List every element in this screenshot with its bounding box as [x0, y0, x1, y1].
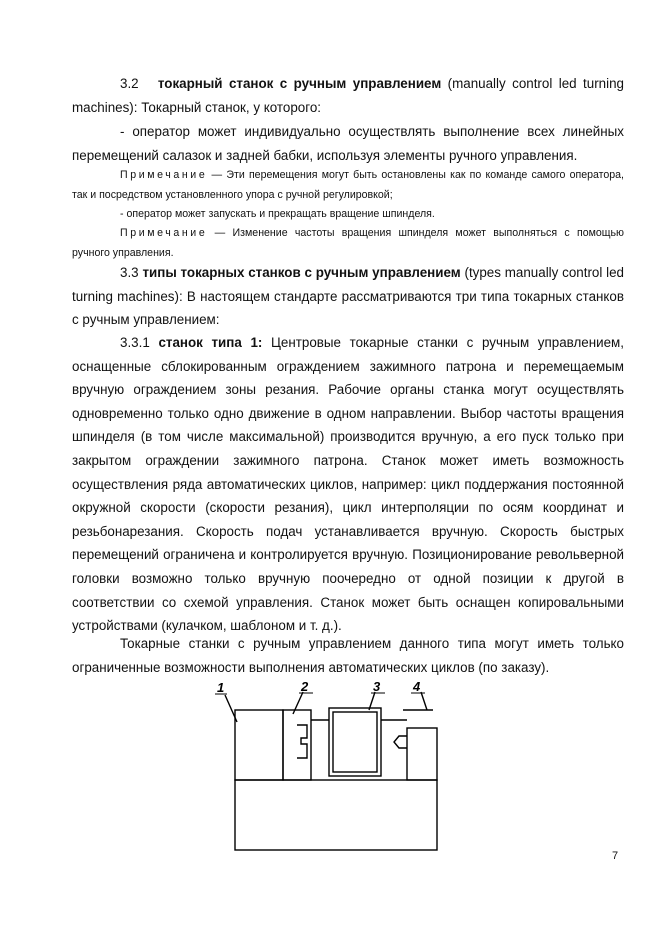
definition: Токарный станок, у которого:	[141, 99, 322, 115]
cutting-zone-guard	[329, 708, 381, 776]
headstock	[235, 710, 283, 780]
term: станок типа 1:	[158, 335, 263, 350]
closing-paragraph: Токарные станки с ручным управлением данного типа могут иметь только ограниченные возможности выполнения автоматических циклов (по заказу).	[72, 636, 624, 675]
section-number: 3.3.1	[120, 335, 150, 350]
list-item: - оператор может индивидуально осуществлять выполнение всех линейных перемещений салазок и задней бабки, используя элементы ручного управления.	[72, 124, 624, 163]
guard-window	[333, 712, 377, 772]
lathe-diagram	[205, 680, 445, 855]
section-number: 3.3	[120, 265, 139, 280]
definition: В настоящем стандарте рассматриваются три типа токарных станков с ручным управлением:	[72, 288, 624, 328]
note	[72, 223, 624, 263]
section-3-3-1	[72, 331, 624, 638]
term: токарный станок с ручным управлением	[157, 76, 442, 91]
page-number: 7	[612, 850, 619, 862]
tailstock	[407, 728, 437, 780]
definition: Центровые токарные станки с ручным управлением, оснащенные сблокированным ограждением зажимного патрона и перемещаемым вручную ограждением зоны резания. Рабочие органы станка могут осуществлять одновременно только одно движение в одном направлении. Выбор частоты вращения шпинделя (в том числе максимальной) производится вручную, а его пуск только при закрытом ограждении зажимного патрона. Станок может иметь возможность осуществления ряда автоматических циклов, например: цикл поддержания постоянной окружной скорости (скорости резания), цикл интерполяции по осям координат и резьбонарезания. Скорость подач устанавливается вручную. Скорость быстрых перемещений ограничена и контролируется вручную. Позиционирование револьверной головки возможно только вручную поочередно от одной позиции к другой в соответствии со схемой управления. Станок может быть оснащен копировальными устройствами (кулачком, шаблоном и т. д.).	[72, 335, 624, 634]
leader-line-4	[421, 692, 427, 710]
machine-bed	[235, 780, 437, 850]
figure-label: 4	[413, 680, 421, 694]
section-number: 3.2	[120, 76, 139, 91]
english-term: (manually control led turning machines):	[72, 76, 624, 115]
english-term: (types manually control led turning machines):	[72, 265, 624, 304]
note-text: — Изменение частоты вращения шпинделя может выполняться с помощью ручного управления.	[72, 227, 624, 259]
figure-label: 1	[217, 680, 225, 695]
figure-label: 3	[373, 680, 381, 694]
chuck	[297, 725, 307, 758]
list-item: - оператор может запускать и прекращать вращение шпинделя.	[120, 208, 435, 220]
note-text: — Эти перемещения могут быть остановлены как по команде самого оператора, так и посредством установленного упора с ручной регулировкой;	[72, 169, 624, 201]
note	[72, 165, 624, 205]
section-3-2	[72, 72, 624, 119]
note-label: Примечание	[120, 169, 208, 181]
tailstock-quill	[394, 736, 407, 748]
leader-line-3	[369, 692, 375, 710]
section-3-3	[72, 261, 624, 332]
figure-label: 2	[301, 680, 309, 694]
leader-line-1	[225, 695, 237, 722]
leader-line-2	[293, 692, 303, 714]
term: типы токарных станков с ручным управлением	[142, 265, 461, 280]
note-label: Примечание	[120, 227, 208, 239]
